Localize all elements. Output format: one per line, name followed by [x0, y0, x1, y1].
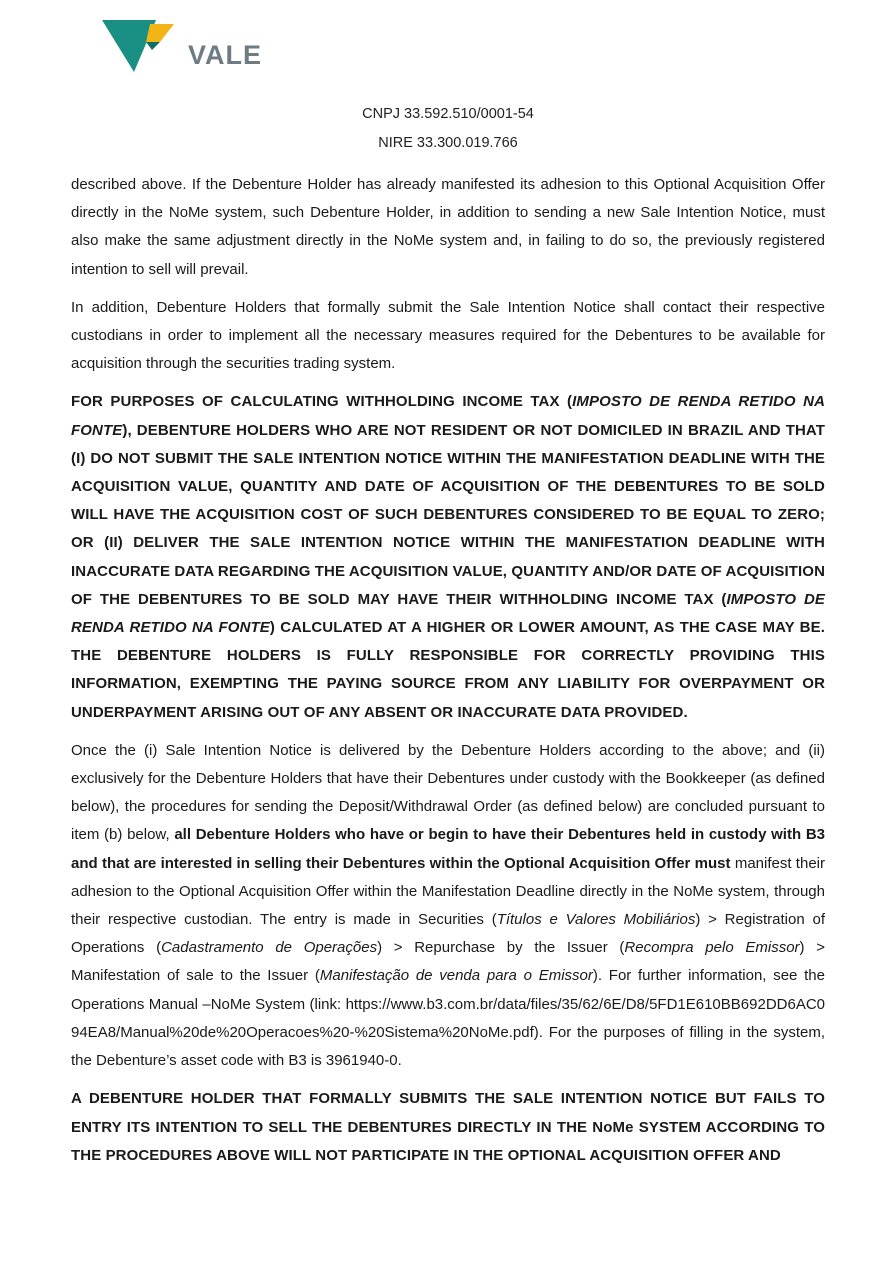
- paragraph-withholding-tax: FOR PURPOSES OF CALCULATING WITHHOLDING INCOME TAX (IMPOSTO DE RENDA RETIDO NA FONTE), DEBENTURE HOLDERS WHO ARE NOT RESIDENT OR NOT DOMICILED IN BRAZIL AND THAT (I) DO NOT SUBMIT THE SALE INTENTION NOTICE WITHIN THE MANIFESTATION DEADLINE WITH THE ACQUISITION VALUE, QUANTITY AND DATE OF ACQUISITION OF THE DEBENTURES TO BE SOLD WILL HAVE THE ACQUISITION COST OF SUCH DEBENTURES CONSIDERED TO BE EQUAL TO ZERO; OR (II) DELIVER THE SALE INTENTION NOTICE WITHIN THE MANIFESTATION DEADLINE WITH INACCURATE DATA REGARDING THE ACQUISITION VALUE, QUANTITY AND/OR DATE OF ACQUISITION OF THE DEBENTURES TO BE SOLD MAY HAVE THEIR WITHHOLDING INCOME TAX (IMPOSTO DE RENDA RETIDO NA FONTE) CALCULATED AT A HIGHER OR LOWER AMOUNT, AS THE CASE MAY BE. THE DEBENTURE HOLDERS IS FULLY RESPONSIBLE FOR CORRECTLY PROVIDING THIS INFORMATION, EXEMPTING THE PAYING SOURCE FROM ANY LIABILITY FOR OVERPAYMENT OR UNDERPAYMENT ARISING OUT OF ANY ABSENT OR INACCURATE DATA PROVIDED.: [71, 393, 825, 721]
- nire-line: NIRE 33.300.019.766: [378, 135, 518, 151]
- paragraph-nome-procedure: Once the (i) Sale Intention Notice is delivered by the Debenture Holders according to the above; and (ii) exclusively for the Debenture Holders that have their Debentures under custody with the Bookkeeper (as defined below), the procedures for sending the Deposit/Withdrawal Order (as defined below) are concluded pursuant to item (b) below, all Debenture Holders who have or begin to have their Debentures held in custody with B3 and that are interested in selling their Debentures within the Optional Acquisition Offer must manifest their adhesion to the Optional Acquisition Offer within the Manifestation Deadline directly in the NoMe system, through their respective custodian. The entry is made in Securities (Títulos e Valores Mobiliários) > Registration of Operations (Cadastramento de Operações) > Repurchase by the Issuer (Recompra pelo Emissor) > Manifestation of sale to the Issuer (Manifestação de venda para o Emissor). For further information, see the Operations Manual –NoMe System (link: https://www.b3.com.br/data/files/35/62/6E/D8/5FD1E610BB692DD6AC094EA8/Manual%20de%20Operacoes%20-%20Sistema%20NoMe.pdf). For the purposes of filling in the system, the Debenture’s asset code with B3 is 3961940-0.: [71, 741, 825, 1070]
- operations-manual-link[interactable]: https://www.b3.com.br/data/files/35/62/6E/D8/5FD1E610BB692DD6AC094EA8/Manual%20de%20Operacoes%20-%20Sistema%20NoMe.pdf: [71, 995, 825, 1041]
- logo-wordmark: VALE: [188, 40, 263, 70]
- cnpj-line: CNPJ 33.592.510/0001-54: [362, 106, 534, 122]
- paragraph-non-participation: A DEBENTURE HOLDER THAT FORMALLY SUBMITS THE SALE INTENTION NOTICE BUT FAILS TO ENTRY ITS INTENTION TO SELL THE DEBENTURES DIRECTLY IN THE NoMe SYSTEM ACCORDING TO THE PROCEDURES ABOVE WILL NOT PARTICIPATE IN THE OPTIONAL ACQUISITION OFFER AND: [71, 1090, 825, 1164]
- vale-logo-mark-icon: [100, 16, 180, 76]
- paragraph-adjustment: described above. If the Debenture Holder has already manifested its adhesion to this Optional Acquisition Offer directly in the NoMe system, such Debenture Holder, in addition to sending a new Sale Intention Notice, must also make the same adjustment directly in the NoMe system and, in failing to do so, the previously registered intention to sell will prevail.: [71, 176, 825, 278]
- vale-logo: [100, 16, 263, 76]
- paragraph-custodians: In addition, Debenture Holders that formally submit the Sale Intention Notice shall contact their respective custodians in order to implement all the necessary measures required for the Debentures to be available for acquisition through the securities trading system.: [71, 298, 825, 373]
- document-body: [71, 171, 825, 1180]
